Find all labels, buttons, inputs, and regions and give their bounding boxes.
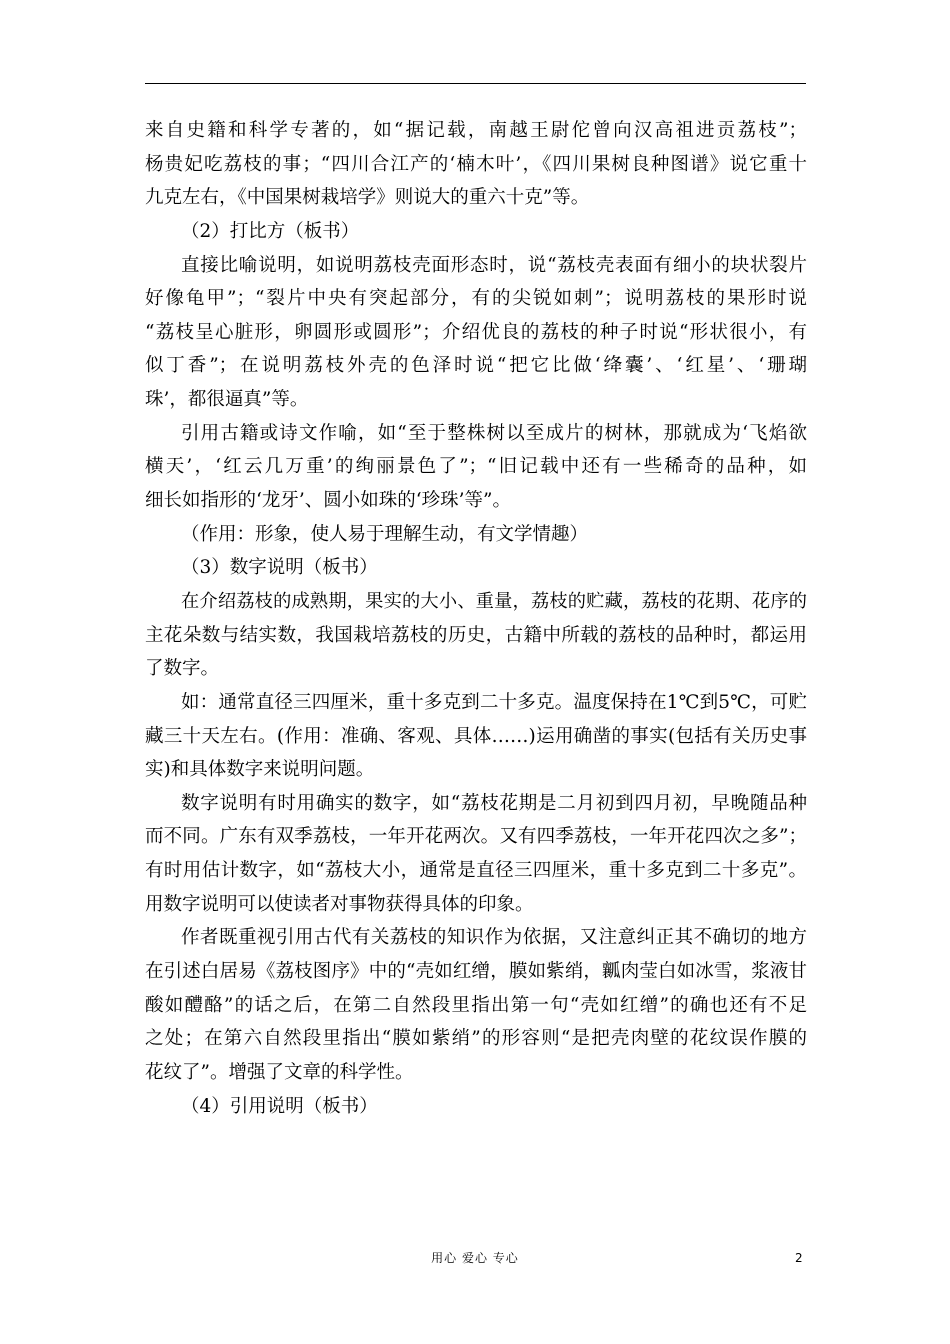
text-line: 杨贵妃吃荔枝的事；“四川合江产的‘楠木叶’，《四川果树良种图谱》说它重十 bbox=[145, 153, 807, 175]
page-footer bbox=[0, 1248, 950, 1268]
text-line: 如：通常直径三四厘米，重十多克到二十多克。温度保持在1℃到5℃，可贮 bbox=[181, 691, 807, 713]
text-line: 横天’，‘红云几万重’的绚丽景色了”；“旧记载中还有一些稀奇的品种，如 bbox=[145, 456, 807, 478]
text-line: 用数字说明可以使读者对事物获得具体的印象。 bbox=[145, 893, 534, 915]
text-line: 在引述白居易《荔枝图序》中的“壳如红缯，膜如紫绡，瓤肉莹白如冰雪，浆液甘 bbox=[145, 961, 807, 983]
text-line: 来自史籍和科学专著的，如“据记载，南越王尉佗曾向汉高祖进贡荔枝”； bbox=[145, 120, 807, 141]
text-line: 细长如指形的‘龙牙’、圆小如珠的‘珍珠’等”。 bbox=[145, 490, 511, 512]
text-line: 好像龟甲”；“裂片中央有突起部分，有的尖锐如刺”；说明荔枝的果形时说 bbox=[145, 288, 807, 310]
text-line: 似丁香”；在说明荔枝外壳的色泽时说“把它比做‘绛囊’、‘红星’、‘珊瑚 bbox=[145, 355, 807, 377]
text-line: “荔枝呈心脏形，卵圆形或圆形”；介绍优良的荔枝的种子时说“形状很小，有 bbox=[145, 321, 807, 343]
text-line: 实)和具体数字来说明问题。 bbox=[145, 759, 375, 781]
document-body bbox=[145, 114, 807, 1123]
text-line: 引用古籍或诗文作喻，如“至于整株树以至成片的树林，那就成为‘飞焰欲 bbox=[181, 422, 807, 444]
text-line: 珠’，都很逼真”等。 bbox=[145, 389, 309, 411]
text-line: （作用：形象，使人易于理解生动，有文学情趣） bbox=[181, 523, 589, 545]
text-line: 之处；在第六自然段里指出“膜如紫绡”的形容则“是把壳肉壁的花纹误作膜的 bbox=[145, 1028, 807, 1050]
text-line: 了数字。 bbox=[145, 658, 220, 680]
text-line: 藏三十天左右。(作用：准确、客观、具体……)运用确凿的事实(包括有关历史事 bbox=[145, 725, 807, 747]
text-line: 酸如醴酪”的话之后，在第二自然段里指出第一句“壳如红缯”的确也还有不足 bbox=[145, 994, 807, 1016]
text-line: 花纹了”。增强了文章的科学性。 bbox=[145, 1061, 414, 1083]
section-heading: （2）打比方（板书） bbox=[181, 220, 360, 242]
text-line: 有时用估计数字，如“荔枝大小，通常是直径三四厘米，重十多克到二十多克”。 bbox=[145, 860, 807, 882]
text-line: 九克左右，《中国果树栽培学》则说大的重六十克”等。 bbox=[145, 187, 590, 209]
text-line: 主花朵数与结实数，我国栽培荔枝的历史，古籍中所载的荔枝的品种时，都运用 bbox=[145, 624, 807, 646]
page-number: 2 bbox=[795, 1251, 803, 1265]
text-line: 数字说明有时用确实的数字，如“荔枝花期是二月初到四月初，早晚随品种 bbox=[181, 792, 807, 814]
header-rule bbox=[145, 83, 806, 84]
text-line: 而不同。广东有双季荔枝，一年开花两次。又有四季荔枝，一年开花四次之多”； bbox=[145, 826, 807, 848]
section-heading: （4）引用说明（板书） bbox=[181, 1095, 378, 1117]
text-line: 作者既重视引用古代有关荔枝的知识作为依据，又注意纠正其不确切的地方 bbox=[181, 927, 807, 949]
text-line: 在介绍荔枝的成熟期，果实的大小、重量，荔枝的贮藏，荔枝的花期、花序的 bbox=[181, 590, 807, 612]
text-line: 直接比喻说明，如说明荔枝壳面形态时，说“荔枝壳表面有细小的块状裂片 bbox=[181, 254, 807, 276]
section-heading: （3）数字说明（板书） bbox=[181, 557, 378, 579]
footer-motto: 用心 爱心 专心 bbox=[431, 1251, 519, 1265]
